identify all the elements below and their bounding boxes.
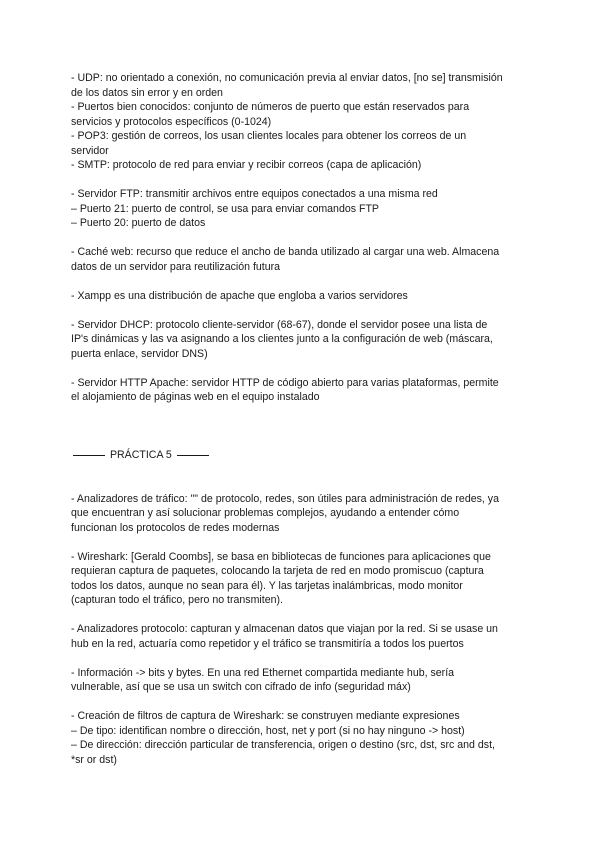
text-line: – De dirección: dirección particular de transferencia, origen o destino (src, dst, src and dst, [71, 739, 495, 751]
text-line: que encuentran y así solucionar problemas complejos, ayudando a entender cómo [71, 507, 460, 519]
text-line: requieran captura de paquetes, colocando la tarjeta de red en modo promiscuo (captura [71, 565, 484, 577]
text-line: – Puerto 21: puerto de control, se usa para enviar comandos FTP [71, 202, 379, 215]
blank-gap [71, 419, 530, 448]
heading-rule-right [177, 455, 209, 456]
text-line: de los datos sin error y en orden [71, 86, 223, 99]
text-line: - Puertos bien conocidos: conjunto de números de puerto que están reservados para [71, 101, 470, 113]
heading-rule-left [73, 455, 105, 456]
paragraph-information [71, 666, 530, 695]
text-line: - Caché web: recurso que reduce el ancho de banda utilizado al cargar una web. Almacena [71, 246, 500, 258]
text-line: - POP3: gestión de correos, los usan clientes locales para obtener los correos de un [71, 130, 467, 142]
text-line: - SMTP: protocolo de red para enviar y recibir correos (capa de aplicación) [71, 159, 422, 171]
paragraph-capture-filters [71, 709, 530, 767]
text-line: hub en la red, actuaría como repetidor y el tráfico se transmitiría a todos los puertos [71, 637, 464, 650]
text-line: vulnerable, así que se usa un switch con cifrado de info (seguridad máx) [71, 681, 411, 693]
paragraph-cache [71, 245, 530, 274]
text-line: el alojamiento de páginas web en el equipo instalado [71, 391, 320, 403]
text-line: puerta enlace, servidor DNS) [71, 347, 208, 360]
text-line: - Wireshark: [Gerald Coombs], se basa en bibliotecas de funciones para aplicaciones que [71, 550, 491, 563]
text-line: datos de un servidor para reutilización futura [71, 260, 281, 273]
text-line: - Servidor DHCP: protocolo cliente-servidor (68-67), donde el servidor posee una lista de [71, 318, 488, 331]
text-line: - Xampp es una distribución de apache que engloba a varios servidores [71, 289, 408, 302]
text-line: - Creación de filtros de captura de Wireshark: se construyen mediante expresiones [71, 710, 460, 722]
paragraph-apache [71, 376, 530, 405]
text-line: - Servidor FTP: transmitir archivos entre equipos conectados a una misma red [71, 188, 438, 200]
text-line: (capturan todo el tráfico, pero no transmiten). [71, 594, 283, 606]
text-line: - Información -> bits y bytes. En una red Ethernet compartida mediante hub, sería [71, 666, 455, 679]
text-line: – De tipo: identifican nombre o dirección, host, net y port (si no hay ninguno -> host) [71, 724, 465, 737]
notes-section [71, 71, 530, 405]
paragraph-protocol-analyzers [71, 622, 530, 651]
paragraph-dhcp [71, 318, 530, 362]
paragraph-ftp [71, 187, 530, 231]
paragraph-traffic-analyzers [71, 492, 530, 536]
paragraph-wireshark [71, 550, 530, 608]
text-line: - Servidor HTTP Apache: servidor HTTP de código abierto para varias plataformas, permite [71, 376, 499, 389]
text-line: - Analizadores protocolo: capturan y almacenan datos que viajan por la red. Si se usase un [71, 623, 498, 635]
paragraph-udp-ports [71, 71, 530, 173]
paragraph-xampp [71, 289, 530, 304]
text-line: todos los datos, aunque no sean para él). Y las tarjetas inalámbricas, modo monitor [71, 579, 463, 592]
section-heading [71, 448, 530, 463]
text-line: servicios y protocolos específicos (0-1024) [71, 115, 272, 128]
practice-section [71, 492, 530, 768]
text-line: funcionan los protocolos de redes modernas [71, 521, 280, 534]
text-line: IP's dinámicas y las va asignando a los clientes junto a la configuración de web (máscara, [71, 333, 493, 345]
text-line: – Puerto 20: puerto de datos [71, 217, 206, 229]
heading-text: PRÁCTICA 5 [109, 449, 172, 461]
text-line: servidor [71, 144, 109, 157]
text-line: *sr or dst) [71, 753, 117, 766]
text-line: - Analizadores de tráfico: "" de protocolo, redes, son útiles para administración de redes, ya [71, 492, 499, 505]
text-line: - UDP: no orientado a conexión, no comunicación previa al enviar datos, [no se] transmisión [71, 72, 503, 84]
